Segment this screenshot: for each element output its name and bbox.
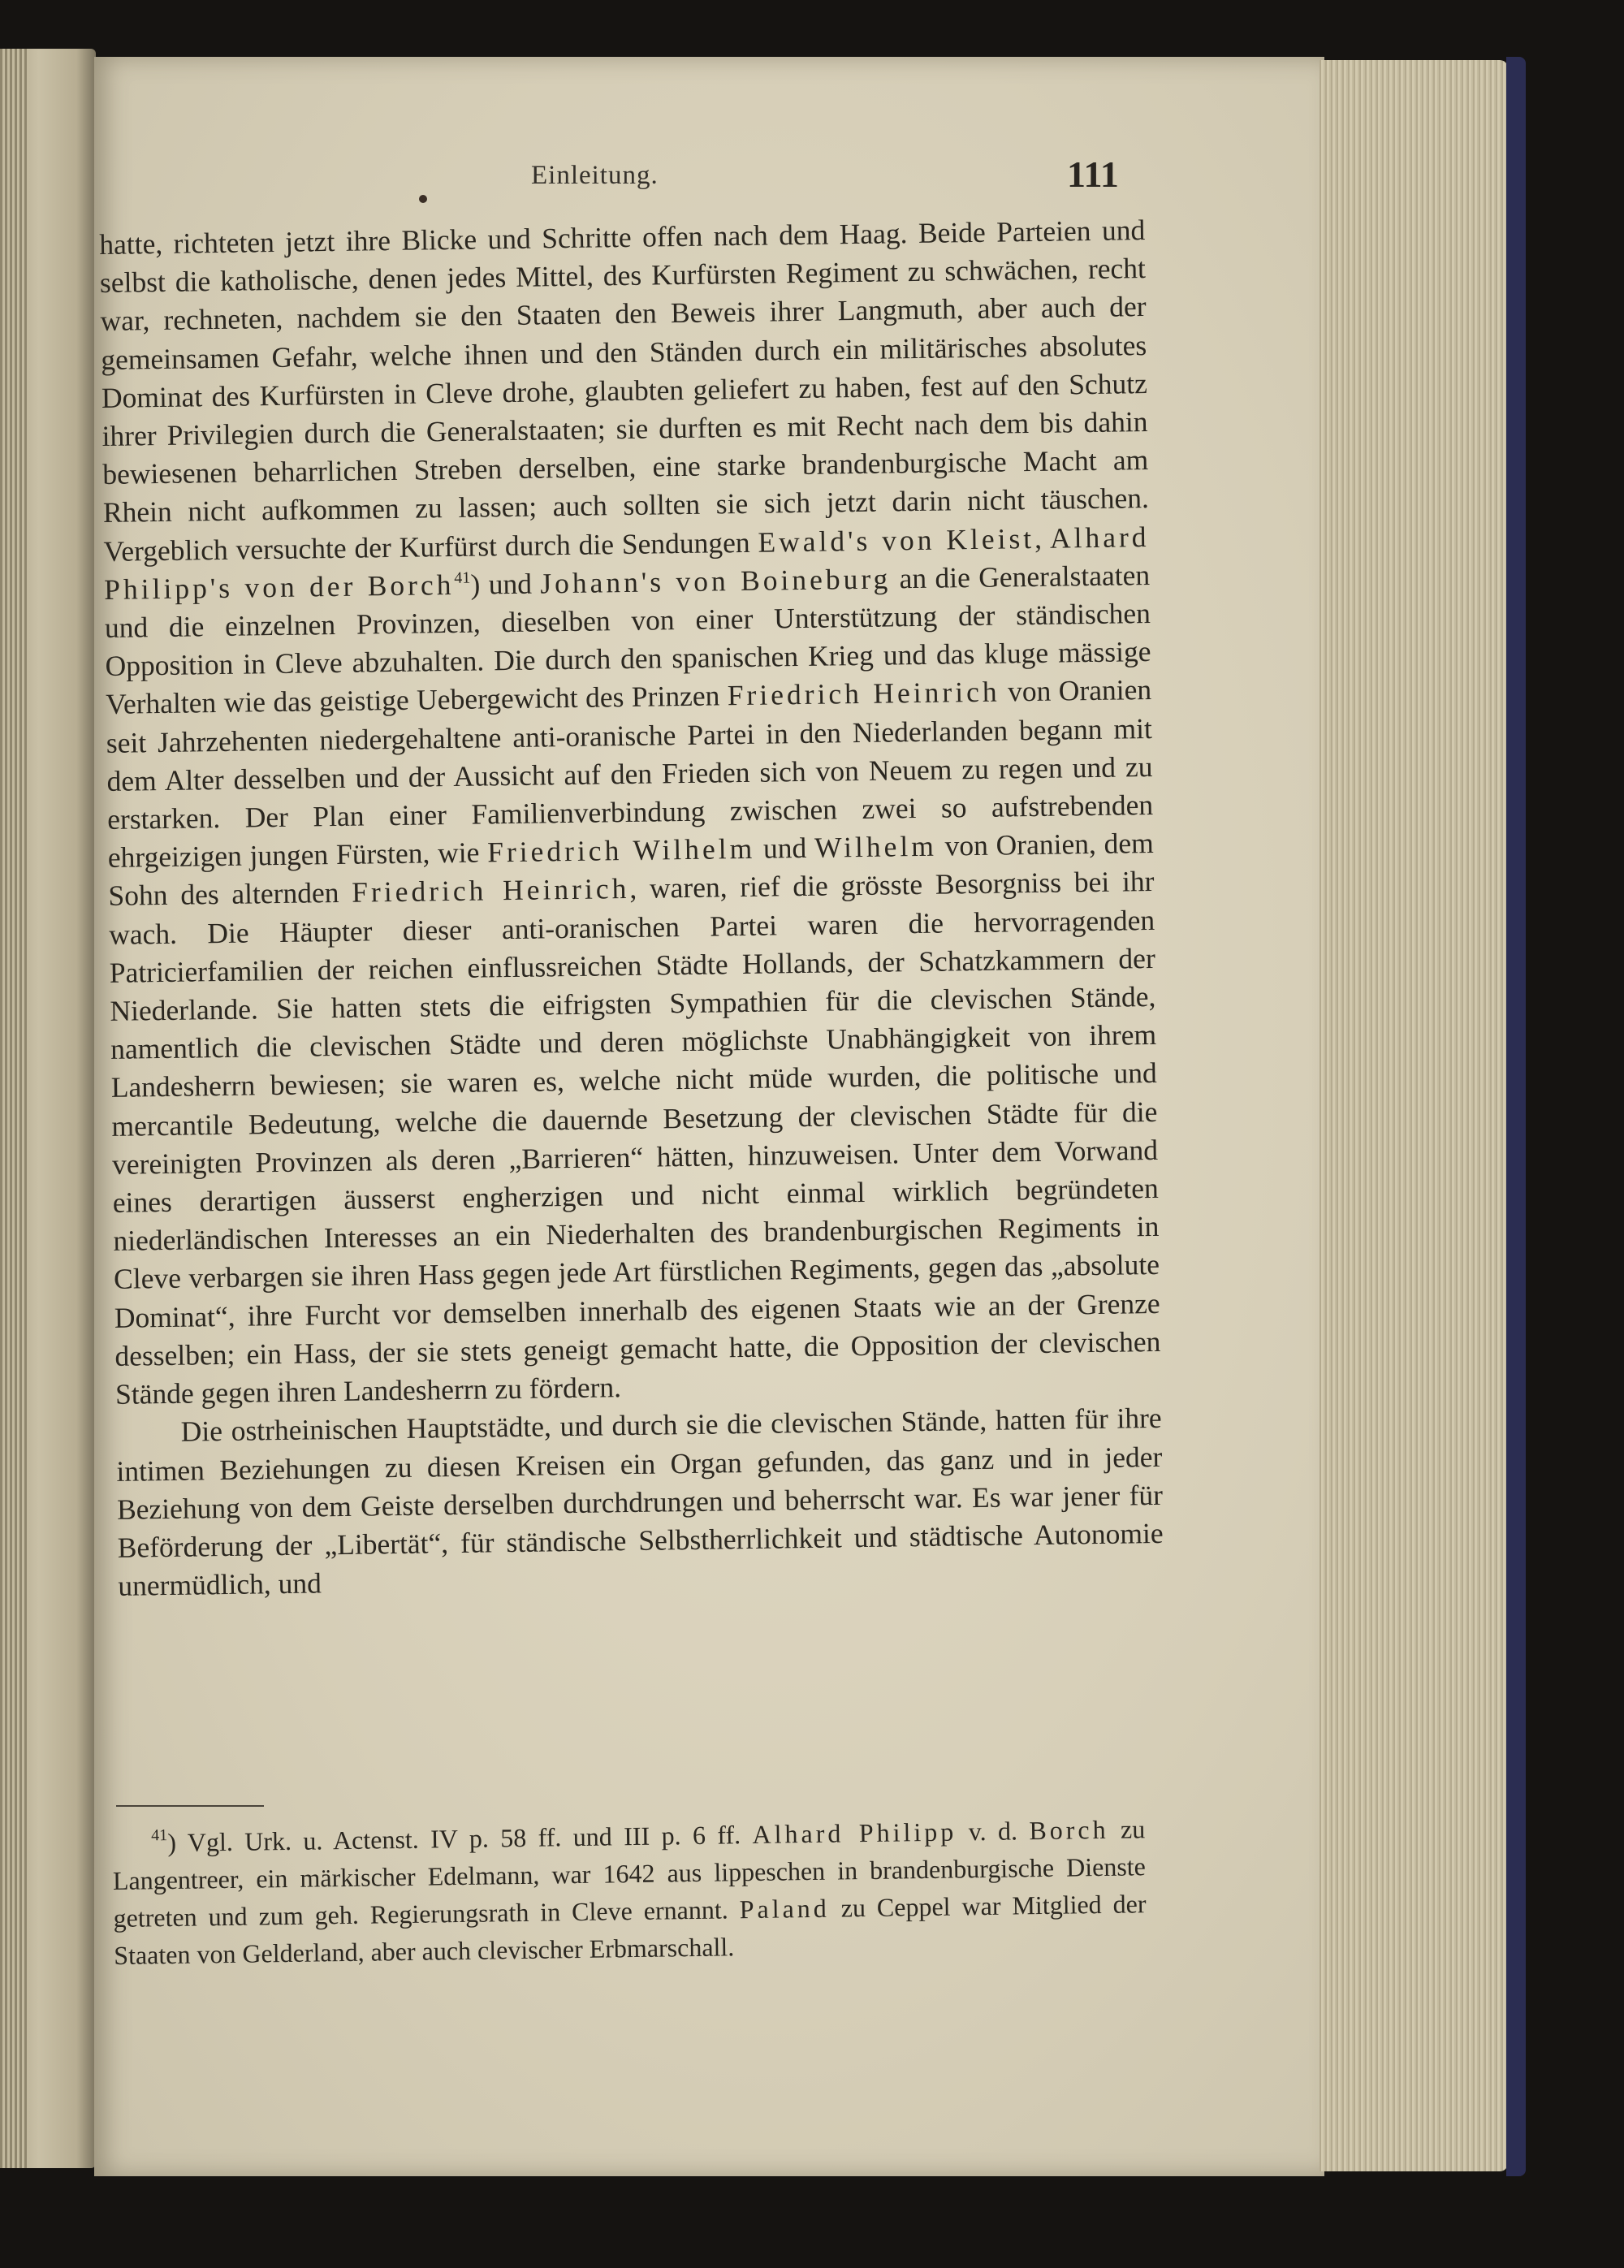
footnote-41	[112, 1810, 1147, 1974]
person-name: Paland	[739, 1893, 831, 1925]
page-header	[104, 153, 1127, 210]
footnote-divider	[116, 1805, 264, 1807]
text-run: von Oranien, dem Sohn des alternden	[108, 827, 1155, 913]
person-name: Friedrich Heinrich	[727, 676, 1000, 712]
book-cover-edge	[1506, 57, 1526, 2176]
left-page-leaves	[0, 49, 29, 2168]
text-run: und	[754, 832, 815, 866]
page-number: 111	[1067, 153, 1119, 195]
person-name: Alhard Philipp	[752, 1817, 957, 1849]
person-name: Friedrich Wilhelm	[486, 832, 756, 869]
main-text	[99, 211, 1164, 1605]
paragraph-1	[99, 211, 1161, 1414]
text-run: ) Vgl. Urk. u. Actenst. IV p. 58 ff. und III p. 6 ff.	[167, 1819, 753, 1858]
footnote-marker: 41	[151, 1826, 168, 1845]
footnote-ref: 41	[454, 568, 471, 587]
person-name: Ewald's von Kleist	[758, 521, 1035, 559]
person-name: Alhard Philipp's von der Borch	[103, 520, 1150, 606]
ink-spot	[419, 195, 427, 203]
text-run: von Oranien seit Jahrzehenten niedergehaltene anti-oranische Partei in den Niederlanden begann mit dem Alter desselben und der Aussicht auf den Frieden sich von Neuem zu regen und zu erstarken. Der Plan einer Familienverbindung zwischen zwei so aufstrebenden ehrgeizigen jungen Fürsten, wie	[106, 673, 1154, 875]
text-run: v. d.	[956, 1816, 1030, 1847]
person-name: Wilhelm	[814, 829, 938, 865]
text-run: an die Generalstaaten und die einzelnen Provinzen, dieselben von einer Unterstützung der ständischen Opposition in Cleve abzuhalten. Die durch den spanischen Krieg und das kluge mässige Verhalten wie das geistige Uebergewicht des Prinzen	[104, 558, 1151, 721]
text-run: zu Langentreer, ein märkischer Edelmann, war 1642 aus lippeschen in brandenburgische Dienste getreten und zum geh. Regierungsrath in Cleve ernannt.	[112, 1814, 1147, 1933]
person-name: Johann's von Boineburg	[539, 562, 892, 600]
text-run: ,	[1034, 521, 1051, 555]
text-run: Die ostrheinischen Hauptstädte, und durch sie die clevischen Stände, hatten für ihre intimen Beziehungen zu diesen Kreisen ein Organ gefunden, das ganz und in jeder Beziehung von dem Geiste derselben durchdrungen und beherrscht war. Es war jener für Beförderung der „Libertät“, für ständische Selbstherrlichkeit und städtische Autonomie unermüdlich, und	[116, 1402, 1164, 1602]
text-run: ) und	[470, 567, 541, 601]
page-stack-edge	[1320, 60, 1508, 2171]
text-run: zu Ceppel war Mitglied der Staaten von Gelderland, aber auch clevischer Erbmarschall.	[113, 1889, 1147, 1970]
person-name: Borch	[1029, 1814, 1109, 1846]
person-name: Friedrich Heinrich	[351, 872, 630, 909]
text-run: , waren, rief die grösste Besorgniss bei ihr wach. Die Häupter dieser anti-oranischen Partei waren die hervorragenden Patricierfamilien der reichen einflussreichen Städte Hollands, der Schatzkammern der Niederlande. Sie hatten stets die eifrigsten Sympathien für die clevischen Stände, namentlich die clevischen Städte und deren möglichste Unabhängigkeit von ihrem Landesherrn bewiesen; sie waren es, welche nicht müde wurden, die politische und mercantile Bedeutung, welche die dauernde Besetzung der clevischen Städte für die vereinigten Provinzen als deren „Barrieren“ hätten, hinzuweisen. Unter dem Vorwand eines derartigen äusserst engherzigen und nicht einmal wirklich begründeten niederländischen Interesses an ein Niederhalten des brandenburgischen Regiments in Cleve verbargen sie ihren Hass gegen jede Art fürstlichen Regiments, gegen das „absolute Dominat“, ihre Furcht vor demselben innerhalb des eigenen Staats wie an der Grenze desselben; ein Hass, der sie stets geneigt gemacht hatte, die Opposition der clevischen Stände gegen ihren Landesherrn zu fördern.	[108, 865, 1161, 1410]
text-run: hatte, richteten jetzt ihre Blicke und Schritte offen nach dem Haag. Beide Parteien und selbst die katholische, denen jedes Mittel, des Kurfürsten Regiment zu schwächen, recht war, rechneten, nachdem sie den Staaten den Beweis ihrer Langmuth, aber auch der gemeinsamen Gefahr, welche ihnen und den Ständen durch ein militärisches absolutes Dominat des Kurfürsten in Cleve drohe, glaubten geliefert zu haben, fest auf den Schutz ihrer Privilegien durch die Generalstaaten; sie durften es mit Recht nach dem bis dahin bewiesenen beharrlichen Streben derselben, eine starke brandenburgische Macht am Rhein nicht aufkommen zu lassen; auch sollten sie sich jetzt darin nicht täuschen. Vergeblich versuchte der Kurfürst durch die Sendungen	[99, 214, 1150, 568]
running-head: Einleitung.	[531, 161, 659, 190]
paragraph-2	[115, 1399, 1164, 1605]
